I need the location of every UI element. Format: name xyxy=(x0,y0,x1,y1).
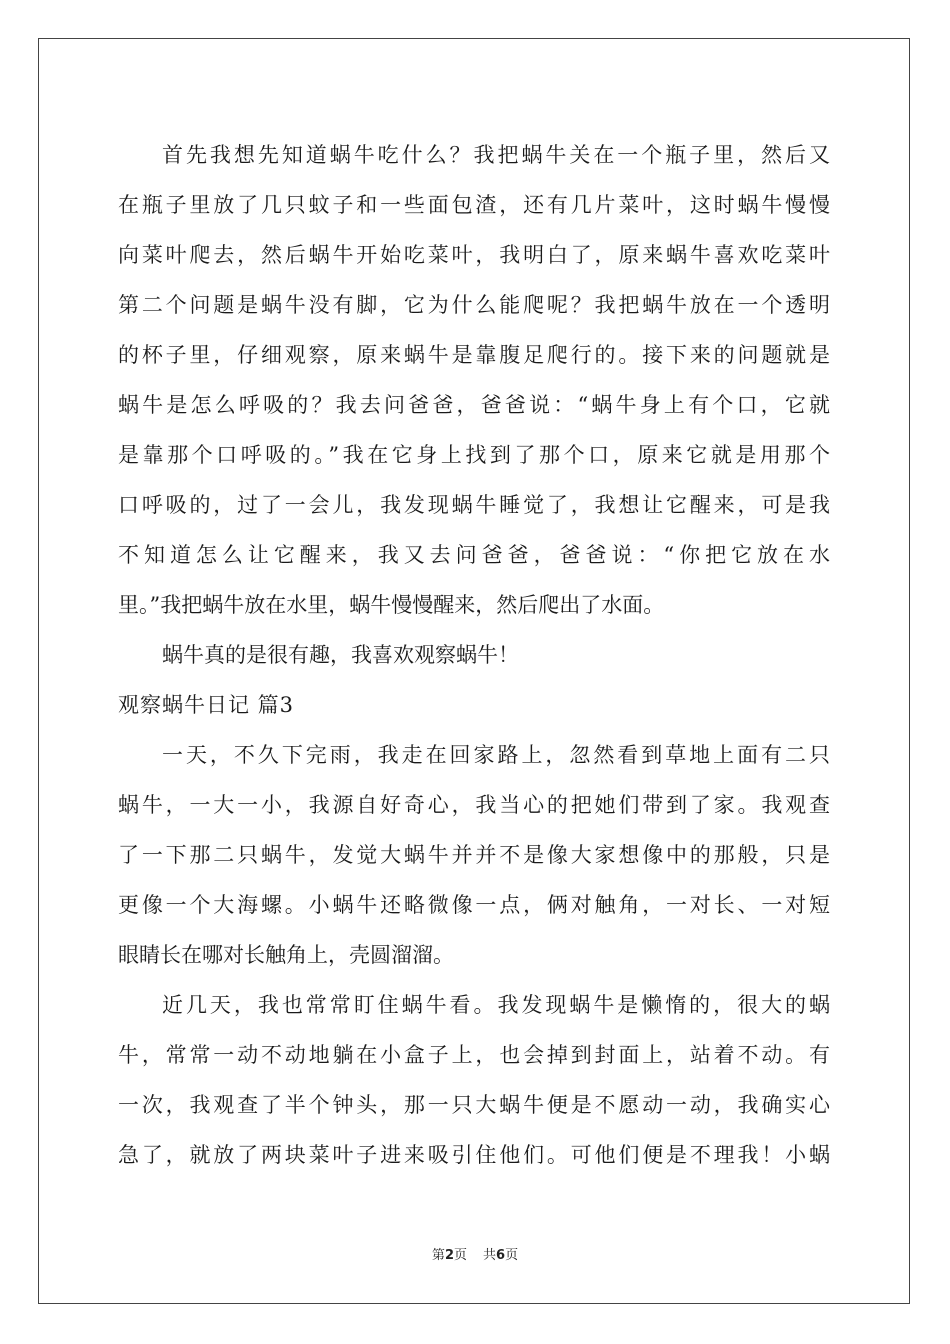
text-line: 口呼吸的，过了一会儿，我发现蜗牛睡觉了，我想让它醒来，可是我 xyxy=(118,493,830,517)
text-line: 更像一个大海螺。小蜗牛还略微像一点，俩对触角，一对长、一对短 xyxy=(118,893,830,917)
current-page-number: 2 xyxy=(444,1248,454,1263)
paragraph xyxy=(118,130,830,630)
total-prefix: 共 xyxy=(483,1248,497,1263)
text-line: 蜗牛是怎么呼吸的？我去问爸爸，爸爸说：“蜗牛身上有个口，它就 xyxy=(118,393,830,417)
text-line: 第二个问题是蜗牛没有脚，它为什么能爬呢？我把蜗牛放在一个透明 xyxy=(118,293,830,317)
page-footer xyxy=(0,1244,950,1263)
text-line: 是靠那个口呼吸的。”我在它身上找到了那个口，原来它就是用那个 xyxy=(118,443,830,467)
text-line: 蜗牛，一大一小，我源自好奇心，我当心的把她们带到了家。我观查 xyxy=(118,793,830,817)
text-line: 近几天，我也常常盯住蜗牛看。我发现蜗牛是懒惰的，很大的蜗 xyxy=(162,993,830,1017)
text-line: 一天，不久下完雨，我走在回家路上，忽然看到草地上面有二只 xyxy=(162,743,830,767)
text-line: 蜗牛真的是很有趣，我喜欢观察蜗牛！ xyxy=(162,643,519,667)
text-line: 眼睛长在哪对长触角上，壳圆溜溜。 xyxy=(118,943,454,967)
text-line: 首先我想先知道蜗牛吃什么？我把蜗牛关在一个瓶子里，然后又 xyxy=(162,143,830,167)
total-suffix: 页 xyxy=(505,1248,519,1263)
page-suffix: 页 xyxy=(453,1248,467,1263)
text-line: 牛，常常一动不动地躺在小盒子上，也会掉到封面上，站着不动。有 xyxy=(118,1043,830,1067)
section-heading: 观察蜗牛日记 篇3 xyxy=(118,693,295,717)
text-line: 在瓶子里放了几只蚊子和一些面包渣，还有几片菜叶，这时蜗牛慢慢 xyxy=(118,193,830,217)
total-pages-number: 6 xyxy=(496,1248,506,1263)
paragraph xyxy=(118,980,830,1180)
paragraph xyxy=(118,730,830,980)
text-line: 不知道怎么让它醒来，我又去问爸爸，爸爸说：“你把它放在水 xyxy=(118,543,830,567)
text-line: 了一下那二只蜗牛，发觉大蜗牛并并不是像大家想像中的那般，只是 xyxy=(118,843,830,867)
document-body xyxy=(118,130,830,1180)
paragraph xyxy=(118,630,830,680)
text-line: 急了，就放了两块菜叶子进来吸引住他们。可他们便是不理我！小蜗 xyxy=(118,1143,830,1167)
text-line: 里。”我把蜗牛放在水里，蜗牛慢慢醒来，然后爬出了水面。 xyxy=(118,593,665,617)
text-line: 的杯子里，仔细观察，原来蜗牛是靠腹足爬行的。接下来的问题就是 xyxy=(118,343,830,367)
text-line: 向菜叶爬去，然后蜗牛开始吃菜叶，我明白了，原来蜗牛喜欢吃菜叶 xyxy=(118,243,830,267)
text-line: 一次，我观查了半个钟头，那一只大蜗牛便是不愿动一动，我确实心 xyxy=(118,1093,830,1117)
page-prefix: 第 xyxy=(431,1248,445,1263)
